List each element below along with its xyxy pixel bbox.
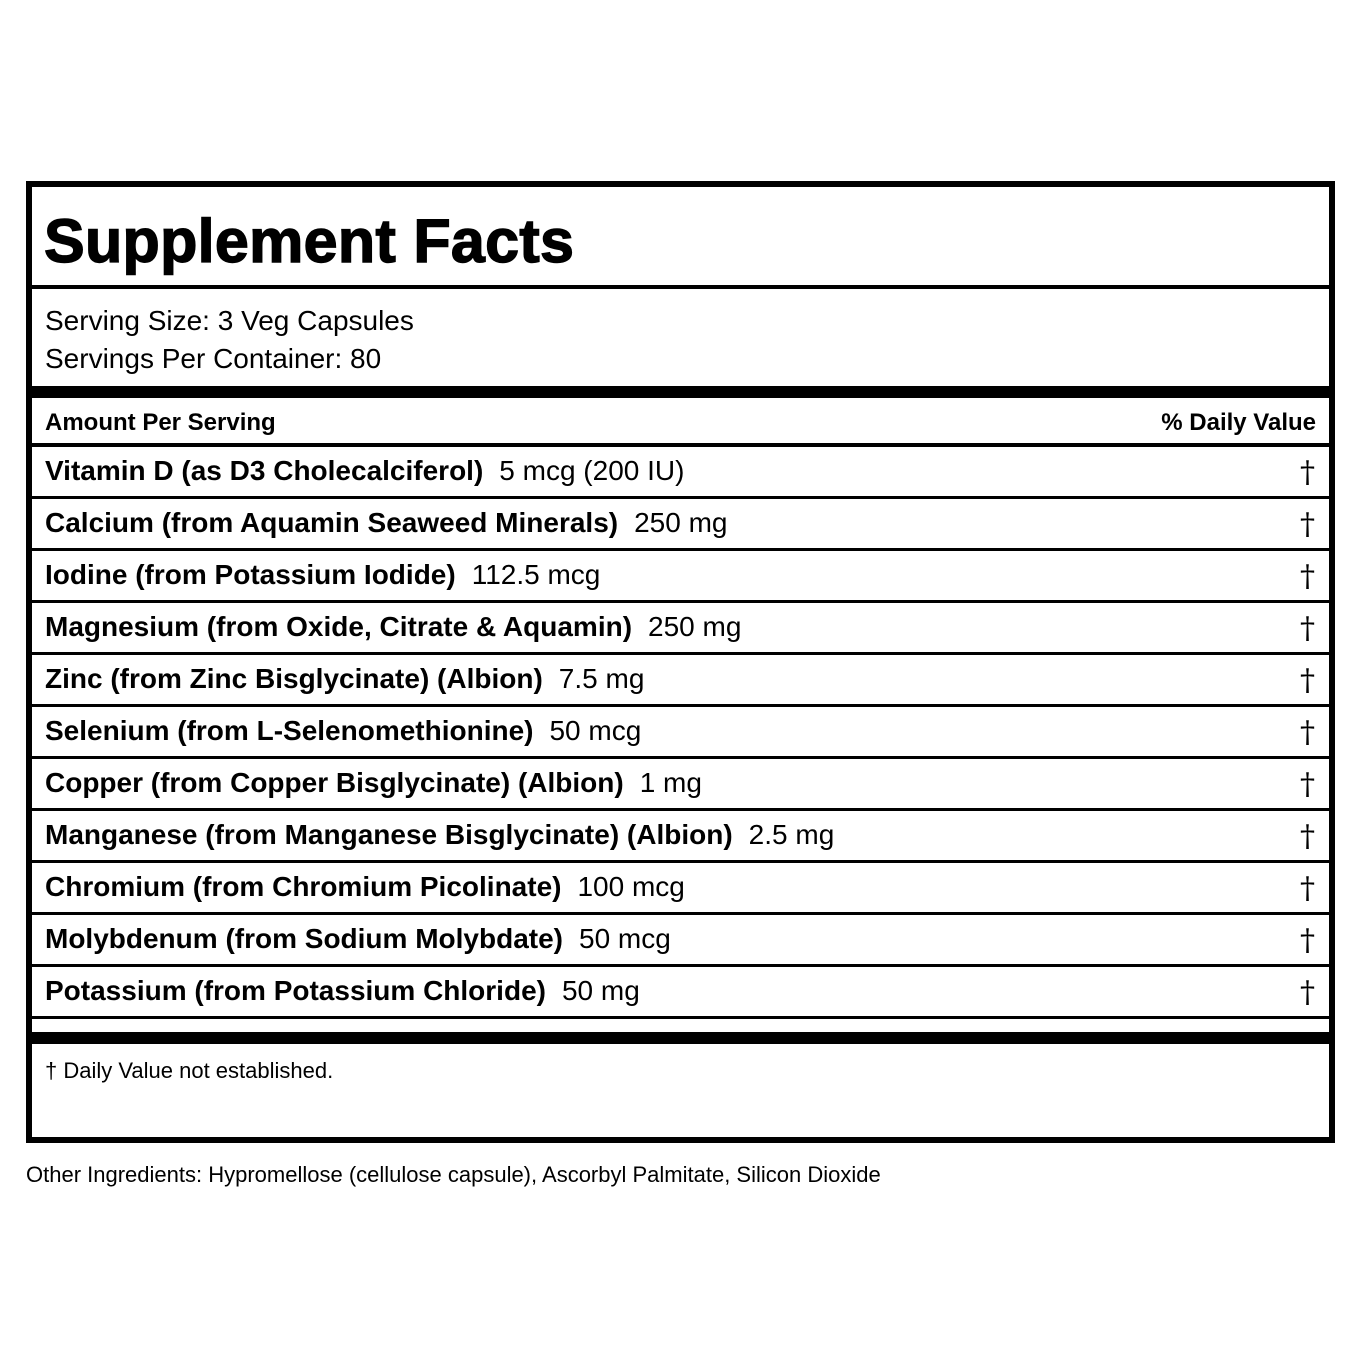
nutrient-amount: 5 mcg (200 IU): [499, 455, 685, 486]
dagger-mark: †: [1300, 871, 1315, 906]
nutrient-amount: 50 mcg: [579, 923, 671, 954]
nutrient-row: [32, 863, 1329, 915]
serving-size: Serving Size: 3 Veg Capsules: [45, 305, 414, 336]
dagger-mark: †: [1300, 975, 1315, 1010]
dagger-mark: †: [1300, 663, 1315, 698]
dagger-mark: †: [1300, 611, 1315, 646]
nutrient-row: [32, 811, 1329, 863]
nutrient-name: Selenium (from L-Selenomethionine): [45, 715, 534, 746]
nutrient-name: Chromium (from Chromium Picolinate): [45, 871, 562, 902]
thick-divider-bottom: [32, 1032, 1329, 1044]
dagger-mark: †: [1300, 507, 1315, 542]
supplement-facts-panel: [26, 181, 1335, 1143]
nutrient-amount: 2.5 mg: [748, 819, 835, 850]
nutrient-name: Potassium (from Potassium Chloride): [45, 975, 546, 1006]
nutrient-amount: 112.5 mcg: [471, 559, 601, 590]
nutrient-name: Copper (from Copper Bisglycinate) (Albion): [45, 767, 624, 798]
dagger-mark: †: [1300, 715, 1315, 750]
nutrient-row: [32, 447, 1329, 499]
nutrient-amount: 50 mg: [561, 975, 640, 1006]
thick-divider-top: [32, 386, 1329, 398]
panel-title: Supplement Facts: [44, 207, 575, 275]
nutrient-row: [32, 603, 1329, 655]
nutrient-name: Molybdenum (from Sodium Molybdate): [45, 923, 563, 954]
dagger-mark: †: [1300, 923, 1315, 958]
daily-value-footnote: † Daily Value not established.: [45, 1058, 334, 1083]
nutrient-row: [32, 967, 1329, 1019]
nutrient-amount: 250 mg: [648, 611, 742, 642]
nutrient-name: Manganese (from Manganese Bisglycinate) (Albion): [45, 819, 733, 850]
nutrient-amount: 100 mcg: [577, 871, 685, 902]
nutrient-amount: 1 mg: [639, 767, 702, 798]
amount-per-serving-header: Amount Per Serving: [45, 409, 276, 436]
other-ingredients: Other Ingredients: Hypromellose (cellulose capsule), Ascorbyl Palmitate, Silicon Dioxide: [26, 1162, 881, 1187]
dagger-mark: †: [1300, 455, 1315, 490]
servings-per-container: Servings Per Container: 80: [45, 343, 382, 374]
nutrient-name: Magnesium (from Oxide, Citrate & Aquamin): [45, 611, 633, 642]
dagger-mark: †: [1300, 559, 1315, 594]
nutrient-row: [32, 499, 1329, 551]
nutrient-row: [32, 551, 1329, 603]
nutrient-name: Calcium (from Aquamin Seaweed Minerals): [45, 507, 619, 538]
nutrient-row: [32, 915, 1329, 967]
nutrient-amount: 250 mg: [634, 507, 728, 538]
nutrient-row: [32, 655, 1329, 707]
nutrient-row: [32, 707, 1329, 759]
nutrient-row: [32, 759, 1329, 811]
dagger-mark: †: [1300, 819, 1315, 854]
title-divider: [32, 285, 1329, 289]
nutrient-name: Zinc (from Zinc Bisglycinate) (Albion): [45, 663, 543, 694]
daily-value-header: % Daily Value: [1161, 409, 1316, 436]
nutrient-amount: 7.5 mg: [558, 663, 645, 694]
amount-header-row: [45, 411, 1316, 435]
dagger-mark: †: [1300, 767, 1315, 802]
nutrient-name: Iodine (from Potassium Iodide): [45, 559, 456, 590]
nutrient-amount: 50 mcg: [549, 715, 642, 746]
nutrient-name: Vitamin D (as D3 Cholecalciferol): [45, 455, 484, 486]
